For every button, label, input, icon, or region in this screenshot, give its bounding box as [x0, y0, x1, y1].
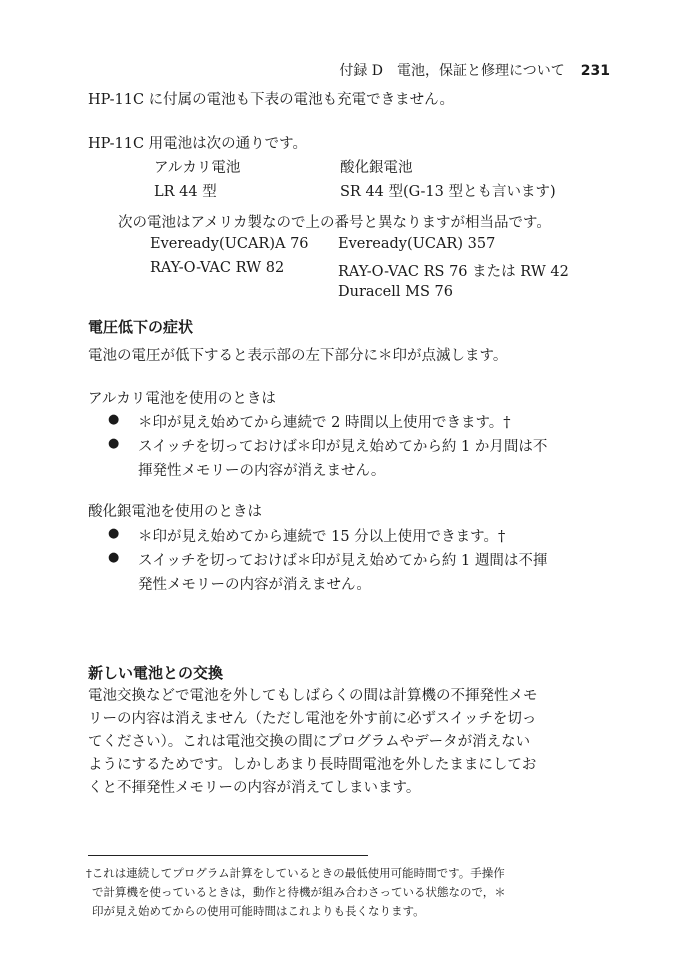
replacement-heading: 新しい電池との交換: [88, 664, 224, 682]
footnote-line: 印が見え始めてからの使用可能時間はこれよりも長くなります。: [92, 904, 425, 918]
alkaline-equiv-2: RAY-O-VAC RW 82: [150, 260, 285, 276]
alkaline-bullet-2-line-1: スイッチを切っておけば＊印が見え始めてから約 1 か月間は不: [138, 439, 548, 455]
bullet-icon: ●: [108, 550, 120, 565]
silver-bullet-2-line-1: スイッチを切っておけば＊印が見え始めてから約 1 週間は不揮: [138, 553, 548, 569]
silver-equiv-3: Duracell MS 76: [338, 284, 453, 300]
footnote-divider: [88, 855, 368, 856]
silver-equiv-2: RAY-O-VAC RS 76 または RW 42: [338, 264, 569, 280]
silver-type: SR 44 型(G-13 型とも言います): [340, 184, 556, 200]
silver-bullet-2-line-2: 発性メモリーの内容が消えません。: [138, 577, 371, 593]
low-power-description: 電池の電圧が低下すると表示部の左下部分に＊印が点滅します。: [88, 348, 508, 364]
silver-header: 酸化銀電池: [340, 160, 413, 176]
paragraph-line: ようにするためです。しかしあまり長時間電池を外したままにしてお: [88, 757, 537, 773]
bullet-icon: ●: [108, 412, 120, 427]
paragraph-line: 電池交換などで電池を外してもしばらくの間は計算機の不揮発性メモ: [88, 688, 538, 704]
alkaline-type: LR 44 型: [154, 184, 217, 200]
silver-bullet-1: ＊印が見え始めてから連続で 15 分以上使用できます。†: [138, 529, 506, 545]
replacement-paragraph: [88, 685, 618, 800]
page-number: 231: [580, 63, 610, 79]
running-header: [339, 60, 610, 80]
alkaline-header: アルカリ電池: [154, 160, 241, 176]
alkaline-bullet-2-line-2: 揮発性メモリーの内容が消えません。: [138, 463, 386, 479]
footnote-line: で計算機を使っているときは，動作と待機が組み合わさっている状態なので，＊: [92, 885, 506, 899]
paragraph-line: てください）。これは電池交換の間にプログラムやデータが消えない: [88, 734, 531, 750]
bullet-icon: ●: [108, 526, 120, 541]
bullet-icon: ●: [108, 436, 120, 451]
paragraph-line: リーの内容は消えません（ただし電池を外す前に必ずスイッチを切っ: [88, 711, 537, 727]
section-title: 付録 D 電池，保証と修理について: [339, 63, 565, 79]
footnote: [86, 864, 506, 921]
alkaline-equiv-1: Eveready(UCAR)A 76: [150, 236, 309, 252]
alkaline-bullet-1: ＊印が見え始めてから連続で 2 時間以上使用できます。†: [138, 415, 511, 431]
alkaline-usage-title: アルカリ電池を使用のときは: [88, 391, 276, 407]
battery-intro: HP-11C 用電池は次の通りです。: [88, 136, 308, 152]
no-recharge-note: HP-11C に付属の電池も下表の電池も充電できません。: [88, 92, 455, 108]
low-power-heading: 電圧低下の症状: [88, 318, 194, 336]
silver-equiv-1: Eveready(UCAR) 357: [338, 236, 496, 252]
paragraph-line: くと不揮発性メモリーの内容が消えてしまいます。: [88, 780, 421, 796]
silver-usage-title: 酸化銀電池を使用のときは: [88, 504, 262, 520]
footnote-line: †これは連続してプログラム計算をしているときの最低使用可能時間です。手操作: [86, 866, 505, 880]
equivalents-note: 次の電池はアメリカ製なので上の番号と異なりますが相当品です。: [118, 215, 551, 231]
